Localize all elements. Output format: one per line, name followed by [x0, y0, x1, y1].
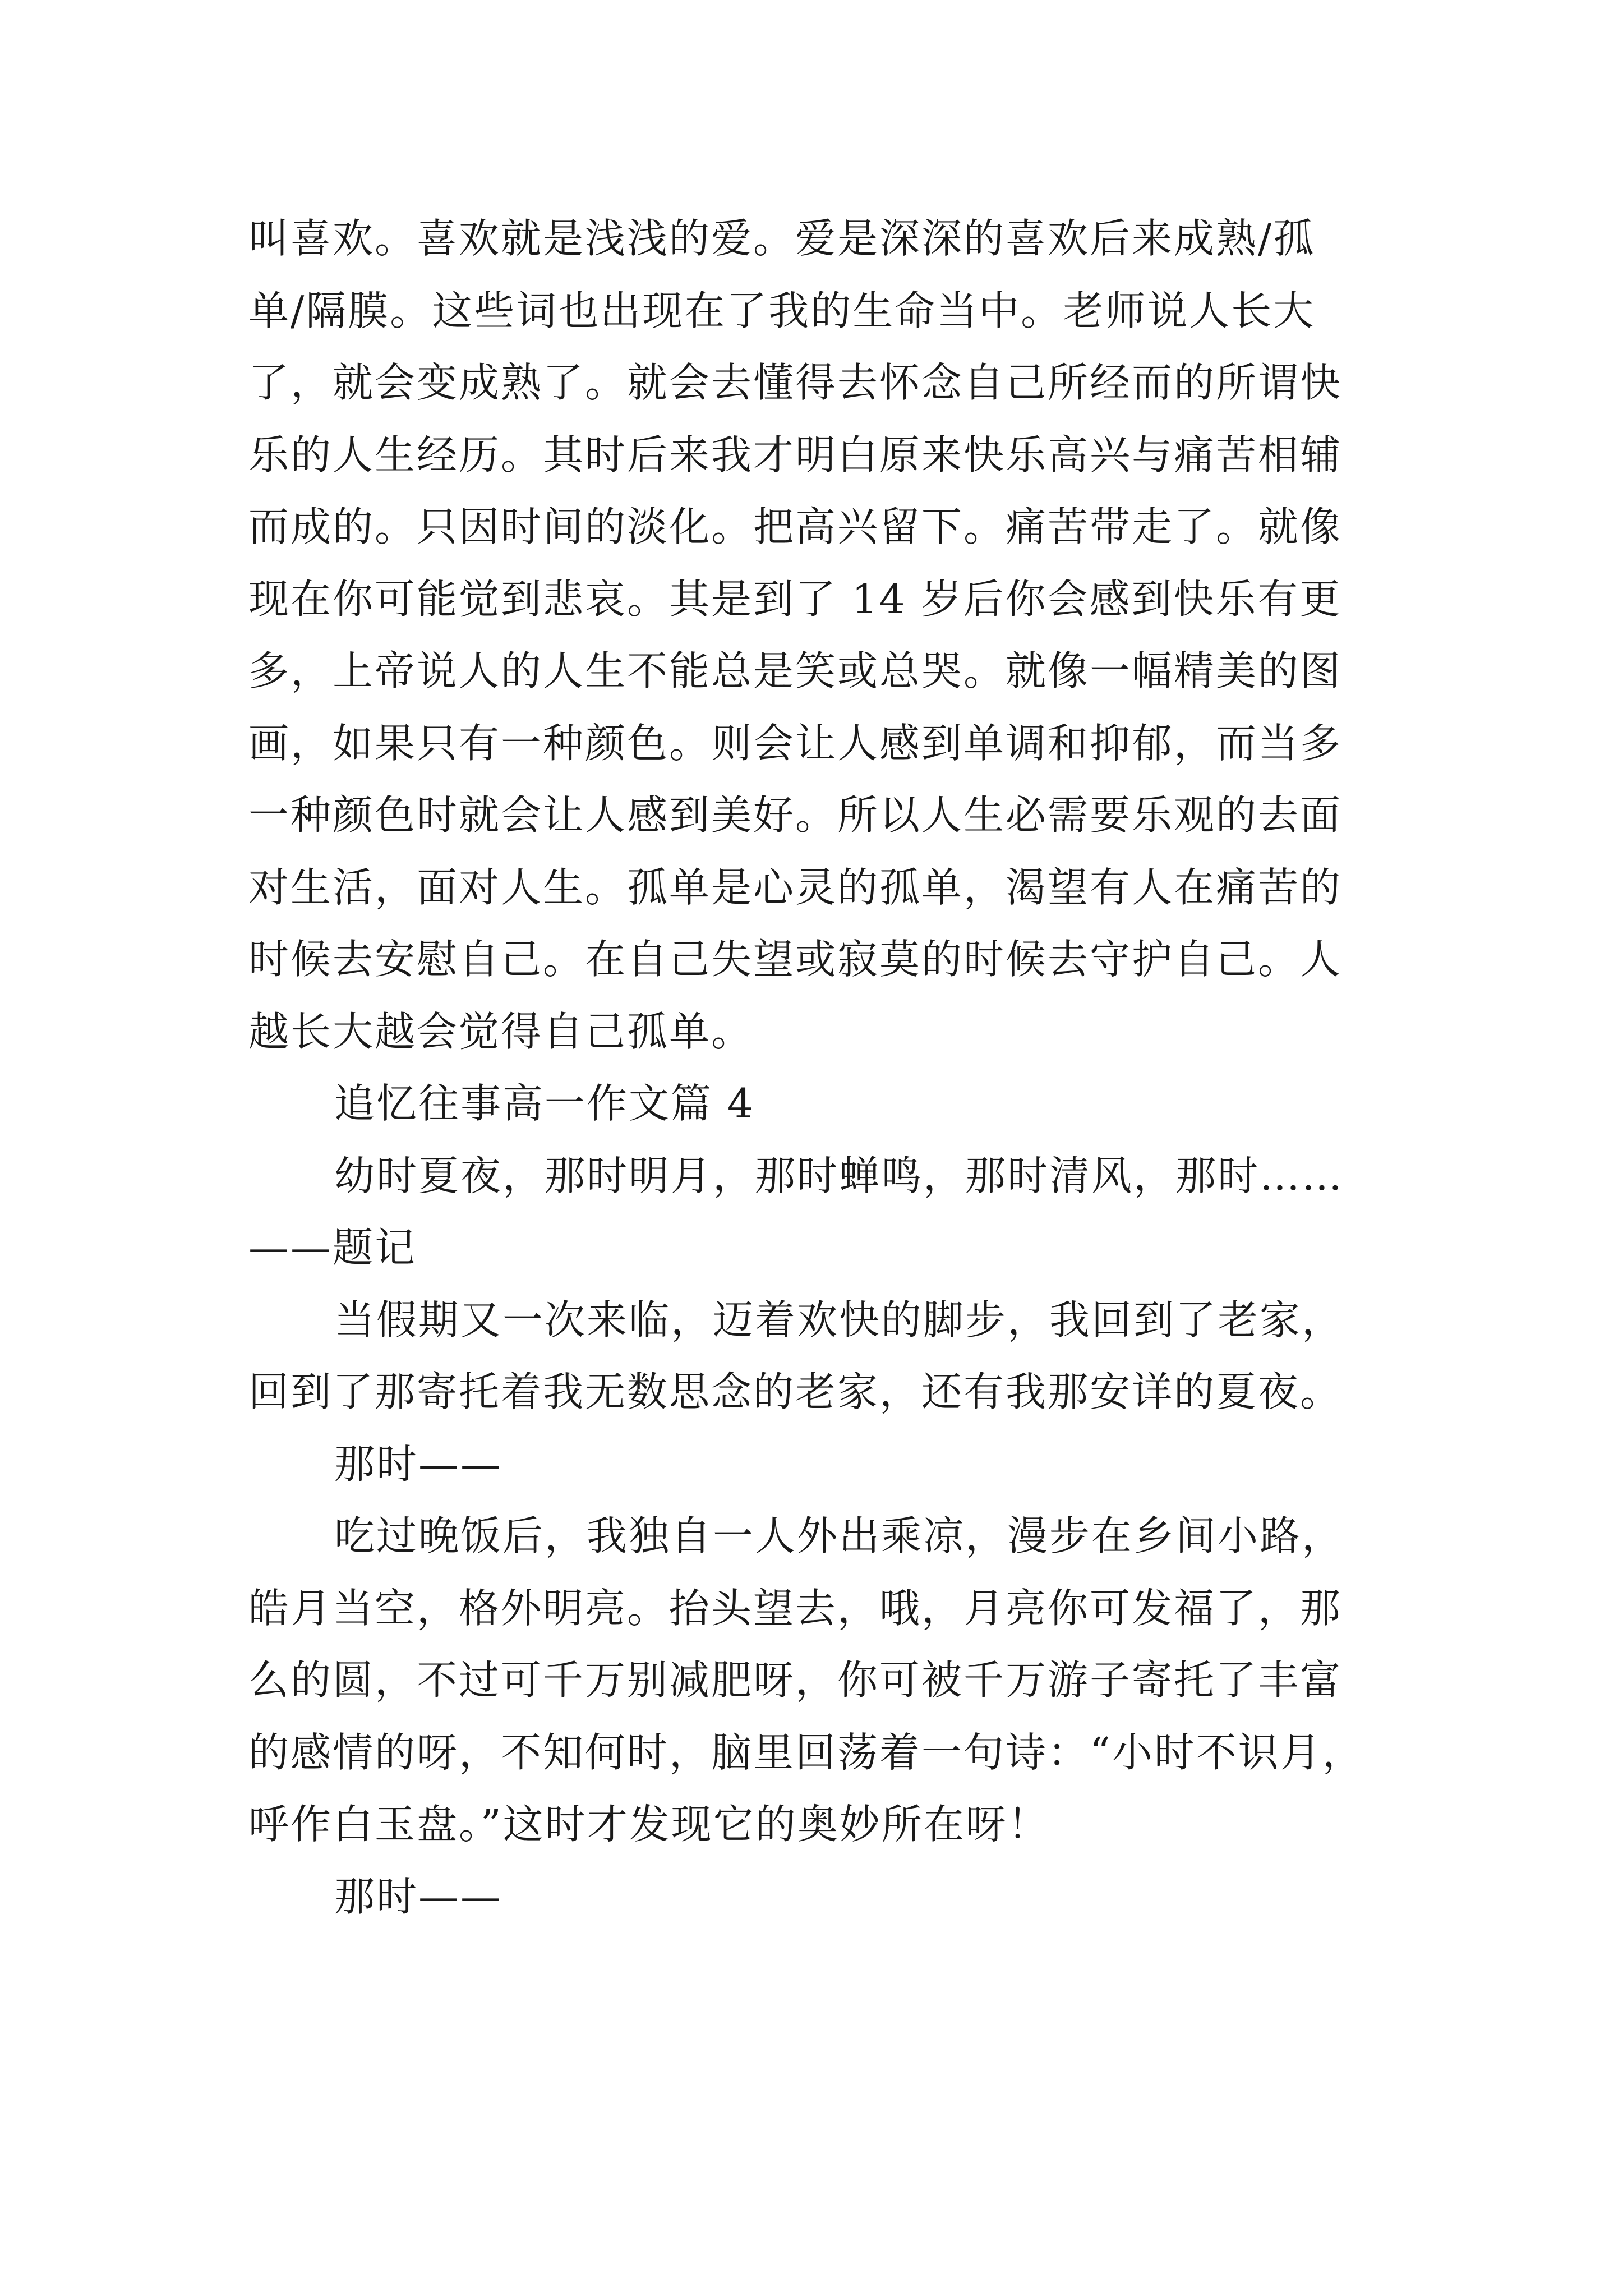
- text-line: 的感情的呀，不知何时，脑里回荡着一句诗：“小时不识月，: [248, 1729, 1364, 1776]
- text-line: 单/隔膜。这些词也出现在了我的生命当中。老师说人长大: [248, 287, 1316, 334]
- section-heading: 追忆往事高一作文篇 4: [334, 1080, 755, 1127]
- epigraph-line: 幼时夏夜，那时明月，那时蝉鸣，那时清风，那时……: [334, 1152, 1344, 1199]
- text-line: 那时——: [334, 1873, 503, 1920]
- text-line: 当假期又一次来临，迈着欢快的脚步，我回到了老家，: [334, 1296, 1344, 1343]
- text-line: 皓月当空，格外明亮。抬头望去，哦，月亮你可发福了，那: [248, 1585, 1343, 1632]
- text-line: 越长大越会觉得自己孤单。: [248, 1008, 754, 1055]
- text-line: 画，如果只有一种颜色。则会让人感到单调和抑郁，而当多: [248, 720, 1343, 767]
- epigraph-attribution: ——题记: [248, 1224, 417, 1271]
- text-line: 呼作白玉盘。”这时才发现它的奥妙所在呀！: [248, 1801, 1050, 1848]
- text-line: 了，就会变成熟了。就会去懂得去怀念自己所经而的所谓快: [248, 359, 1343, 406]
- text-line: 那时——: [334, 1441, 503, 1488]
- text-line: 一种颜色时就会让人感到美好。所以人生必需要乐观的去面: [248, 792, 1343, 839]
- text-line: 现在你可能觉到悲哀。其是到了 14 岁后你会感到快乐有更: [248, 576, 1342, 623]
- text-line: 对生活，面对人生。孤单是心灵的孤单，渴望有人在痛苦的: [248, 864, 1343, 911]
- text-line: 叫喜欢。喜欢就是浅浅的爱。爱是深深的喜欢后来成熟/孤: [248, 215, 1316, 262]
- text-line: 吃过晚饭后，我独自一人外出乘凉，漫步在乡间小路，: [334, 1512, 1344, 1559]
- text-line: 时候去安慰自己。在自己失望或寂莫的时候去守护自己。人: [248, 936, 1343, 983]
- text-line: 多，上帝说人的人生不能总是笑或总哭。就像一幅精美的图: [248, 647, 1343, 694]
- text-line: 回到了那寄托着我无数思念的老家，还有我那安详的夏夜。: [248, 1368, 1343, 1415]
- text-line: 乐的人生经历。其时后来我才明白原来快乐高兴与痛苦相辅: [248, 431, 1343, 478]
- text-line: 而成的。只因时间的淡化。把高兴留下。痛苦带走了。就像: [248, 503, 1343, 550]
- text-line: 么的圆，不过可千万别减肥呀，你可被千万游子寄托了丰富: [248, 1657, 1343, 1704]
